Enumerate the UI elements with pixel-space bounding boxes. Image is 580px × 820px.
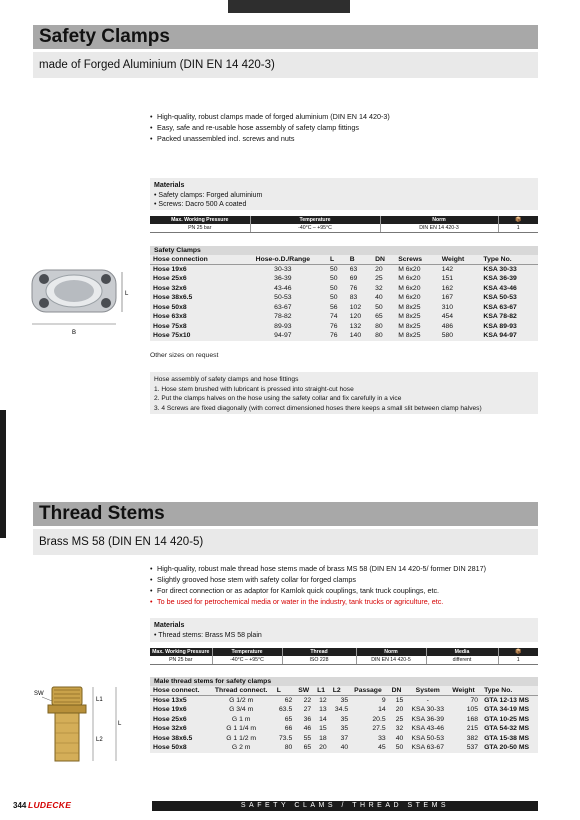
section-subtitle-safety-clamps: made of Forged Aluminium (DIN EN 14 420-3) [33,52,538,78]
table-cell: 20 [395,706,404,714]
table-cell: M 8x25 [398,313,421,321]
feature-item: • High-quality, robust male thread hose stems made of brass MS 58 (DIN EN 14 420-5/ former DIN 2817) [150,563,486,574]
table-cell: Hose 25x6 [153,715,187,723]
table-cell: 310 [441,303,454,311]
assembly-heading: Hose assembly of safety clamps and hose fittings [154,376,299,383]
table-cell: M 6x20 [398,266,421,273]
column-header: DN [389,686,407,696]
table-cell: 36 [303,715,312,723]
table-cell: KSA 78-82 [483,313,517,321]
feature-item-warning: • To be used for petrochemical media or water in the industry, tank trucks or agriculture, etc. [150,596,486,607]
materials-heading: Materials [154,182,185,189]
spec-header: Norm [356,648,426,656]
table-row [150,705,538,715]
safety-spec-table [150,216,538,233]
column-header: Thread connect. [209,686,274,696]
table-cell: GTA 20-50 MS [484,744,530,752]
table-cell: 18 [319,734,327,742]
spec-header: Thread [282,648,356,656]
table-cell: 120 [349,313,362,321]
thread-stems-table [150,677,538,753]
dim-label-l2: L2 [96,737,103,743]
table-cell: 50 [375,303,383,311]
table-cell: 27.5 [372,725,386,733]
table-row [150,284,538,294]
spec-value: DIN EN 14 420-5 [356,656,426,664]
table-cell: Hose 63x8 [153,313,187,321]
table-cell: KSA 50-53 [483,294,517,302]
table-cell: M 8x25 [398,303,421,311]
column-header: L1 [314,686,330,696]
table-cell: 76 [349,284,358,292]
table-cell: 40 [395,734,404,742]
assembly-instructions [150,372,538,414]
spec-value: -40°C – +95°C [212,656,282,664]
table-row [150,734,538,744]
table-cell: 89-93 [274,322,292,330]
table-cell: KSA 43-46 [483,284,517,292]
table-cell: 50 [329,275,338,283]
safety-clamp-image [30,262,130,336]
table-cell: Hose 75x8 [153,322,187,330]
table-cell: KSA 50-53 [411,734,444,742]
table-cell: 9 [381,697,386,704]
section-title-safety-clamps: Safety Clamps [33,25,538,49]
spec-value: DIN EN 14 420-3 [380,224,498,232]
table-cell: KSA 43-46 [411,725,444,733]
feature-item: • High-quality, robust clamps made of forged aluminium (DIN EN 14 420-3) [150,111,390,122]
table-cell: 142 [441,266,454,273]
table-row [150,715,538,725]
table-cell: GTA 15-38 MS [484,734,530,742]
table-cell: Hose 19x6 [153,706,187,714]
table-cell: KSA 30-33 [411,706,444,714]
table-cell: 32 [395,725,404,733]
table-cell: 63 [349,266,358,273]
top-tab-bar [228,0,350,13]
spec-value: ISO 228 [282,656,356,664]
table-cell: 30-33 [274,266,292,273]
table-cell: KSA 89-93 [483,322,517,330]
table-cell: 46 [303,725,312,733]
table-row [150,696,538,706]
table-cell: 55 [303,734,312,742]
table-cell: 40 [340,744,349,752]
dim-label-l1: L1 [96,697,103,703]
table-cell: M 8x25 [398,322,421,330]
column-header: Type No. [480,255,538,265]
assembly-step: 3. 4 Screws are fixed diagonally (with correct dimensioned hoses there keeps a small slit between clamp halves) [154,404,482,412]
table-cell: 65 [303,744,312,752]
table-cell: 12 [319,697,327,704]
table-cell: 36-39 [274,275,292,283]
table-cell: Hose 19x6 [153,266,187,273]
table-cell: 32 [375,284,383,292]
table-cell: 65 [375,313,383,321]
table-cell: 27 [303,706,312,714]
column-header: Type No. [481,686,538,696]
spec-header: Temperature [250,216,380,224]
dim-label-sw: SW [34,691,44,697]
column-header: Weight [449,686,481,696]
table-cell: 50 [395,744,404,752]
table-cell: 13 [319,706,327,714]
section-title-thread-stems: Thread Stems [33,502,538,526]
table-cell: 132 [349,322,362,330]
column-header: SW [295,686,314,696]
table-row [150,331,538,341]
table-cell: 15 [395,697,404,704]
table-cell: Hose 38x6.5 [153,734,193,742]
table-cell: 50-53 [274,294,292,302]
table-title: Male thread stems for safety clamps [150,677,538,686]
stems-feature-list [150,563,486,607]
table-cell: Hose 50x8 [153,303,187,311]
table-row [150,312,538,322]
table-cell: 25 [375,275,383,283]
table-cell: 70 [470,697,479,704]
table-cell: 76 [329,322,338,330]
page-edge-marker [0,410,6,538]
column-header: L [327,255,347,265]
table-cell: 162 [441,284,454,292]
column-header: Hose connection [150,255,239,265]
table-cell: G 3/4 m [229,706,254,714]
table-cell: Hose 13x5 [153,697,187,704]
table-cell: 78-82 [274,313,292,321]
stems-materials-box [150,618,538,642]
table-cell: 15 [319,725,327,733]
table-cell: 80 [375,332,383,340]
table-cell: 105 [466,706,479,714]
spec-value: PN 25 bar [150,656,212,664]
table-cell: GTA 54-32 MS [484,725,530,733]
column-header: Screws [395,255,439,265]
spec-value: PN 25 bar [150,224,250,232]
column-header: Hose-o.D./Range [239,255,327,265]
table-cell: 69 [349,275,358,283]
table-cell: 537 [466,744,479,752]
table-cell: 63-67 [274,303,292,311]
table-cell: - [426,697,429,704]
table-cell: 45 [378,744,386,752]
table-cell: 382 [466,734,479,742]
table-cell: 43-46 [274,284,292,292]
column-header: Weight [439,255,481,265]
materials-heading: Materials [154,622,185,629]
table-cell: 33 [378,734,386,742]
table-cell: 62 [284,697,293,704]
package-icon: 📦 [498,648,538,656]
spec-header: Max. Working Pressure [150,648,212,656]
table-cell: 37 [340,734,349,742]
table-row [150,303,538,313]
table-row [150,322,538,332]
table-cell: 35 [340,697,349,704]
column-header: DN [372,255,395,265]
table-row [150,274,538,284]
table-cell: 80 [375,322,383,330]
table-row [150,724,538,734]
spec-header: Max. Working Pressure [150,216,250,224]
material-item: • Safety clamps: Forged aluminium [154,191,263,199]
column-header: B [347,255,372,265]
table-cell: 94-97 [274,332,292,340]
other-sizes-note: Other sizes on request [150,352,219,359]
table-cell: 20 [375,266,383,273]
feature-item: • Packed unassembled incl. screws and nuts [150,133,390,144]
table-cell: 35 [340,725,349,733]
table-cell: M 8x25 [398,332,421,340]
table-cell: GTA 10-25 MS [484,715,530,723]
table-cell: G 1 m [231,715,251,723]
feature-item: • Slightly grooved hose stem with safety collar for forged clamps [150,574,486,585]
table-cell: KSA 30-33 [483,266,517,273]
table-cell: 34.5 [334,706,349,714]
table-cell: 580 [441,332,454,340]
table-cell: G 1/2 m [229,697,254,704]
table-cell: G 1 1/2 m [226,734,257,742]
table-cell: 102 [349,303,362,311]
table-cell: KSA 63-67 [483,303,517,311]
table-cell: 50 [329,294,338,302]
table-cell: 20.5 [372,715,386,723]
table-cell: 486 [441,322,454,330]
column-header: L [274,686,295,696]
spec-value: 1 [498,224,538,232]
thread-stem-image [30,683,125,767]
footer-bar: SAFETY CLAMS / THREAD STEMS [152,801,538,811]
feature-item: • For direct connection or as adaptor for Kamlok quick couplings, tank truck couplings, etc. [150,585,486,596]
safety-feature-list [150,111,390,144]
brand-logo: LUDECKE [28,800,72,810]
table-title: Safety Clamps [150,246,538,255]
table-cell: Hose 32x6 [153,284,187,292]
table-cell: 35 [340,715,349,723]
table-row [150,265,538,275]
table-cell: GTA 34-19 MS [484,706,530,714]
table-cell: 83 [349,294,358,302]
table-cell: 66 [284,725,293,733]
table-cell: Hose 38x6.5 [153,294,193,302]
table-cell: KSA 36-39 [411,715,444,723]
table-cell: GTA 12-13 MS [484,697,530,704]
column-header: Hose connect. [150,686,209,696]
spec-header: Norm [380,216,498,224]
dim-label-b: B [72,330,77,336]
table-cell: 151 [441,275,454,283]
column-header: Passage [351,686,388,696]
material-item: • Screws: Dacro 500 A coated [154,201,247,208]
table-cell: G 2 m [231,744,251,752]
dim-label-l: L [125,291,129,297]
page-number: 344 [13,801,27,810]
table-cell: 63.5 [279,706,293,714]
spec-value: 1 [498,656,538,664]
stems-spec-table [150,648,538,665]
table-cell: 168 [466,715,479,723]
column-header: L2 [330,686,351,696]
spec-value: -40°C – +95°C [250,224,380,232]
table-cell: 14 [319,715,327,723]
table-cell: G 1 1/4 m [226,725,257,733]
assembly-step: 1. Hose stem brushed with lubricant is pressed into straight-cut hose [154,385,354,393]
table-cell: KSA 36-39 [483,275,517,283]
table-cell: Hose 50x8 [153,744,187,752]
table-cell: 40 [375,294,383,302]
table-cell: 454 [441,313,454,321]
spec-header: Temperature [212,648,282,656]
table-cell: 50 [329,284,338,292]
spec-header: Media [426,648,498,656]
table-cell: 80 [284,744,293,752]
dim-label-l: L [118,721,122,727]
table-cell: 25 [395,715,404,723]
feature-item: • Easy, safe and re-usable hose assembly of safety clamp fittings [150,122,390,133]
safety-materials-box [150,178,538,210]
table-cell: 140 [349,332,362,340]
table-cell: 22 [303,697,312,704]
table-cell: 167 [441,294,454,302]
assembly-step: 2. Put the clamps halves on the hose using the safety collar and fix carefully in a vice [154,395,402,402]
table-cell: Hose 32x6 [153,725,187,733]
table-cell: M 6x20 [398,275,421,283]
table-row [150,293,538,303]
table-cell: 76 [329,332,338,340]
table-cell: M 6x20 [398,294,421,302]
table-cell: 74 [329,313,338,321]
table-cell: 215 [466,725,479,733]
table-cell: Hose 75x10 [153,332,191,340]
column-header: System [406,686,449,696]
table-row [150,743,538,753]
spec-value: different [426,656,498,664]
table-cell: 73.5 [279,734,293,742]
table-cell: KSA 63-67 [411,744,444,752]
table-cell: 50 [329,266,338,273]
section-subtitle-thread-stems: Brass MS 58 (DIN EN 14 420-5) [33,529,538,555]
table-cell: Hose 25x6 [153,275,187,283]
safety-clamps-table [150,246,538,341]
package-icon: 📦 [498,216,538,224]
table-cell: KSA 94-97 [483,332,517,340]
table-cell: 14 [378,706,386,714]
table-cell: 56 [329,303,338,311]
material-item: • Thread stems: Brass MS 58 plain [154,631,262,639]
table-cell: 65 [284,715,293,723]
table-cell: M 6x20 [398,284,421,292]
table-cell: 20 [319,744,327,752]
